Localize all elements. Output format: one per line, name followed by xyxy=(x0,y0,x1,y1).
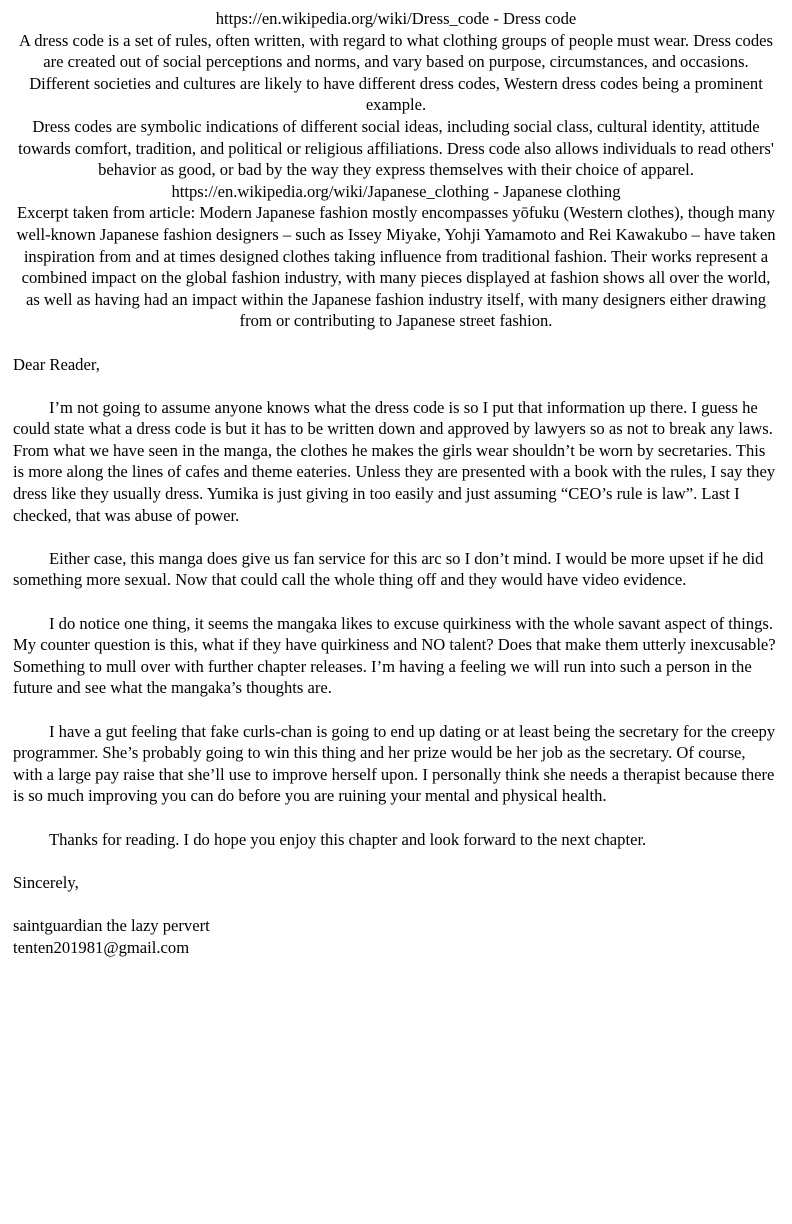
signature-name: saintguardian the lazy pervert xyxy=(13,915,210,935)
letter-paragraph: I have a gut feeling that fake curls-chan is going to end up dating or at least being the secretary for the creepy programmer. She’s probably going to win this thing and her prize would be her job as the secretary. Of course, with a large pay raise that she’ll use to improve herself upon. I personally think she needs a therapist because there is so much improving you can do before you are ruining your mental and physical health. xyxy=(13,721,776,806)
source-header-japanese-clothing: https://en.wikipedia.org/wiki/Japanese_clothing - Japanese clothing xyxy=(171,181,621,201)
signature-email: tenten201981@gmail.com xyxy=(13,937,190,957)
closing: Sincerely, xyxy=(13,872,79,892)
letter-paragraph: I’m not going to assume anyone knows what the dress code is so I put that information up there. I guess he could state what a dress code is but it has to be written down and approved by lawyers so as not to break any laws. From what we have seen in the manga, the clothes he makes the girls wear shouldn’t be worn by secretaries. This is more along the lines of cafes and theme eateries. Unless they are presented with a book with the rules, I say they dress like they usually dress. Yumika is just giving in too easily and just assuming “CEO’s rule is law”. Last I checked, that was abuse of power. xyxy=(13,397,776,525)
signature-block xyxy=(13,915,779,958)
letter-paragraph: I do notice one thing, it seems the mangaka likes to excuse quirkiness with the whole savant aspect of things. My counter question is this, what if they have quirkiness and NO talent? Does that make them utterly inexcusable? Something to mull over with further chapter releases. I’m having a feeling we will run into such a person in the future and see what the mangaka’s thoughts are. xyxy=(13,613,776,698)
source-paragraph: A dress code is a set of rules, often written, with regard to what clothing groups of people must wear. Dress codes are created out of social perceptions and norms, and vary based on purpose, circumstances, and occasions. Different societies and cultures are likely to have different dress codes, Western dress codes being a prominent example. xyxy=(19,30,773,115)
source-paragraph: Excerpt taken from article: Modern Japanese fashion mostly encompasses yōfuku (Western clothes), though many well-known Japanese fashion designers – such as Issey Miyake, Yohji Yamamoto and Rei Kawakubo – have taken inspiration from and at times designed clothes taking influence from traditional fashion. Their works represent a combined impact on the global fashion industry, with many pieces displayed at fashion shows all over the world, as well as having had an impact within the Japanese fashion industry itself, with many designers either drawing from or contributing to Japanese street fashion. xyxy=(16,203,776,331)
letter-paragraph: Either case, this manga does give us fan service for this arc so I don’t mind. I would be more upset if he did something more sexual. Now that could call the whole thing off and they would have video evidence. xyxy=(13,548,764,590)
letter-paragraph: Thanks for reading. I do hope you enjoy this chapter and look forward to the next chapter. xyxy=(49,829,647,849)
source-excerpts xyxy=(13,8,779,332)
salutation: Dear Reader, xyxy=(13,354,100,374)
letter-body xyxy=(13,354,779,959)
source-header-dress-code: https://en.wikipedia.org/wiki/Dress_code - Dress code xyxy=(215,9,577,28)
source-paragraph: Dress codes are symbolic indications of different social ideas, including social class, cultural identity, attitude towards comfort, tradition, and political or religious affiliations. Dress code also allows individuals to read others' behavior as good, or bad by the way they express themselves with their choice of apparel. xyxy=(18,116,774,180)
